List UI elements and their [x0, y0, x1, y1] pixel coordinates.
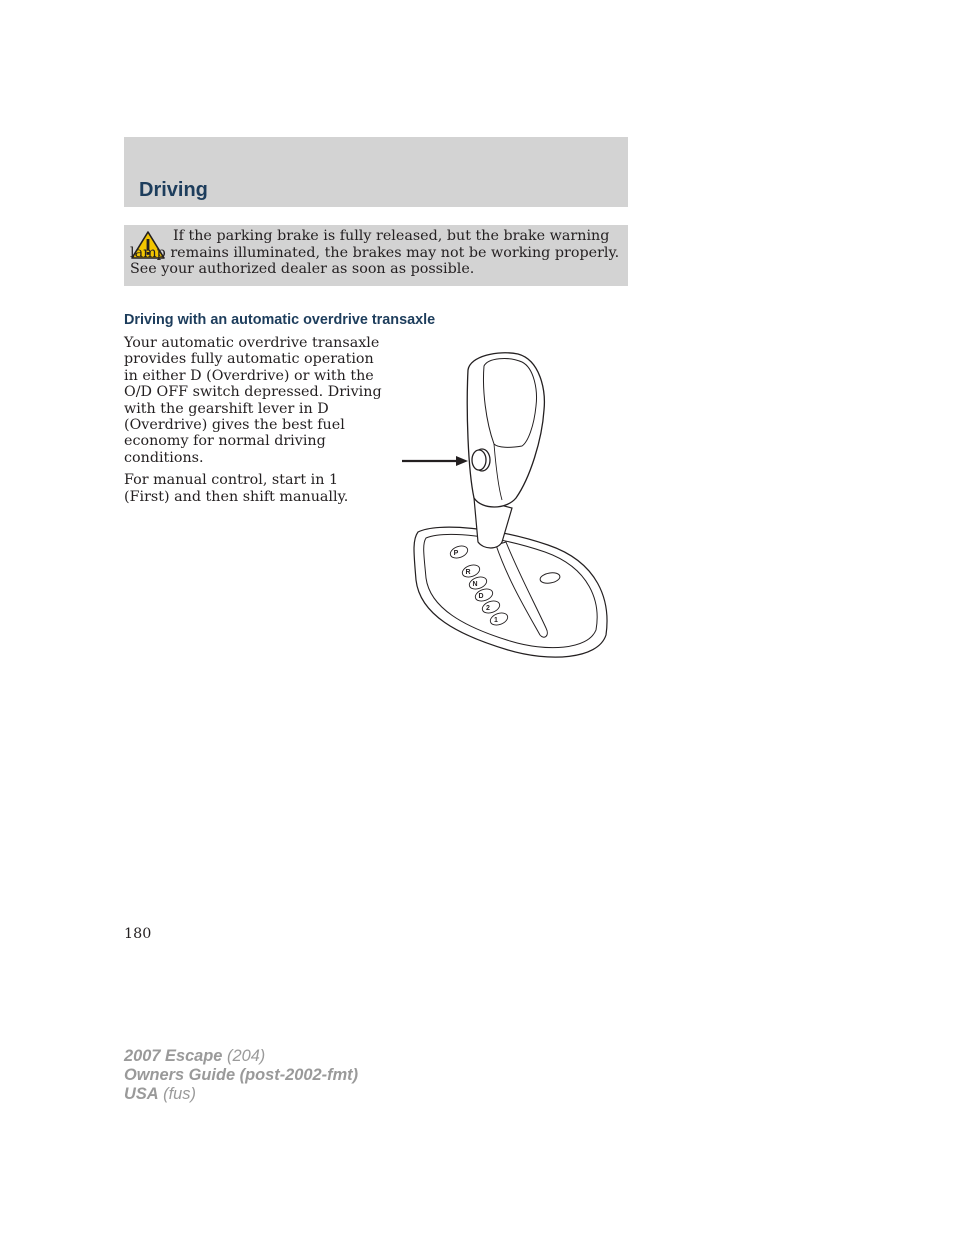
- svg-text:P: P: [453, 550, 459, 557]
- section-header-band: [124, 137, 628, 207]
- subheading: Driving with an automatic overdrive transaxle: [124, 312, 436, 328]
- footer-line-3: USA (fus): [124, 1085, 196, 1103]
- warning-box: [124, 225, 628, 286]
- footer-line-2: Owners Guide (post-2002-fmt): [124, 1066, 359, 1084]
- page-number: 180: [124, 926, 152, 942]
- paragraph: For manual control, start in 1 (First) and then shift manually.: [124, 472, 349, 505]
- document-footer: [124, 1047, 358, 1104]
- warning-text: If the parking brake is fully released, but the brake warning lamp remains illuminated, the brakes may not be working properly. See your authorized dealer as soon as possible.: [130, 228, 620, 277]
- svg-text:R: R: [465, 569, 471, 576]
- console-bezel: [414, 527, 607, 657]
- body-text: [124, 335, 386, 511]
- paragraph: Your automatic overdrive transaxle provides fully automatic operation in either D (Overdrive) or with the O/D OFF switch depressed. Driving with the gearshift lever in D (Overdrive) gives the best fuel economy for normal driving conditions.: [124, 335, 382, 466]
- svg-text:N: N: [472, 581, 478, 588]
- arrow-icon: [402, 456, 468, 466]
- svg-text:D: D: [478, 593, 484, 600]
- section-title: Driving: [139, 179, 208, 201]
- svg-text:2: 2: [486, 605, 490, 612]
- footer-line-1: 2007 Escape (204): [124, 1047, 266, 1065]
- svg-text:1: 1: [494, 617, 498, 624]
- gearshift-illustration: [398, 350, 613, 660]
